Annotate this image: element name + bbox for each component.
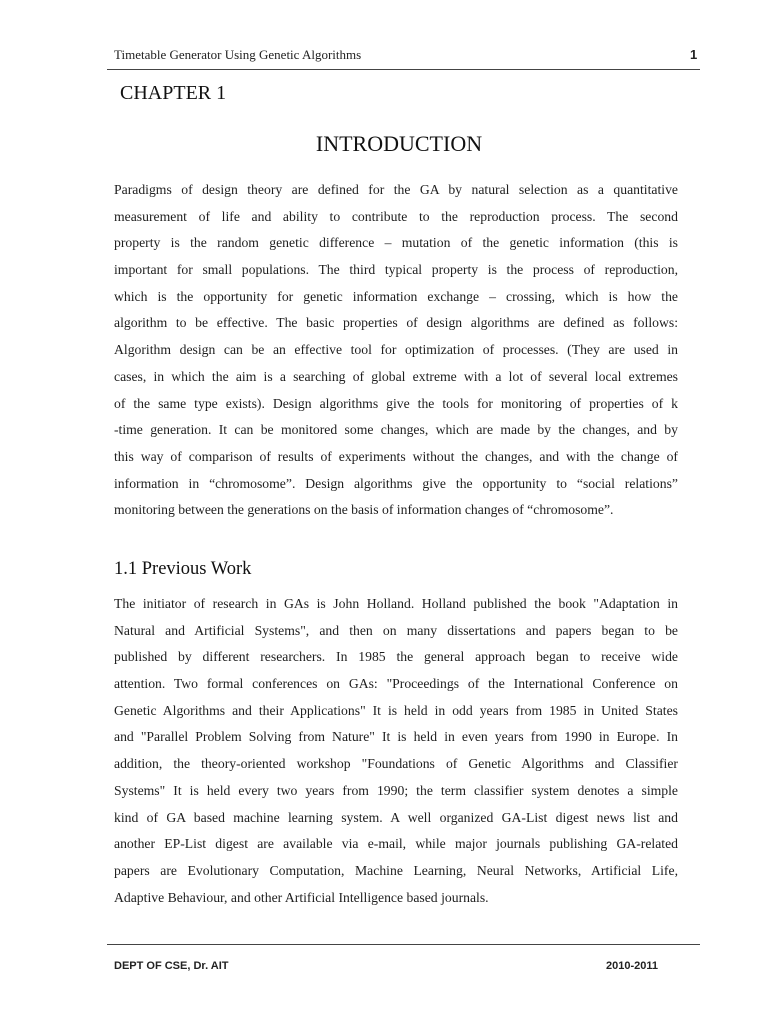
text-line: another EP-List digest are available via e-mail, while major journals publishing GA-related [114, 836, 678, 852]
text-line: Natural and Artificial Systems", and then on many dissertations and papers began to be [114, 622, 678, 638]
text-line: addition, the theory-oriented workshop "Foundations of Genetic Algorithms and Classifier [114, 756, 678, 772]
section-heading: 1.1 Previous Work [114, 559, 252, 579]
text-line: this way of comparison of results of experiments without the changes, and with the change of [114, 448, 678, 464]
text-line: measurement of life and ability to contribute to the reproduction process. The second [114, 208, 678, 224]
text-line: algorithm to be effective. The basic properties of design algorithms are defined as follows: [114, 315, 678, 331]
footer-divider [107, 944, 700, 945]
page-number: 1 [690, 47, 698, 62]
previous-work-paragraph [114, 591, 678, 911]
text-line: The initiator of research in GAs is John Holland. Holland published the book "Adaptation in [114, 596, 678, 611]
text-line: property is the random genetic difference – mutation of the genetic information (this is [114, 235, 678, 251]
text-line: cases, in which the aim is a searching of global extreme with a lot of several local extremes [114, 368, 678, 384]
text-line: important for small populations. The third typical property is the process of reproduction, [114, 262, 678, 278]
text-line: Paradigms of design theory are defined for the GA by natural selection as a quantitative [114, 182, 678, 197]
text-line: published by different researchers. In 1985 the general approach began to receive wide [114, 649, 678, 665]
chapter-label: CHAPTER 1 [120, 82, 227, 104]
text-line: of the same type exists). Design algorithms give the tools for monitoring of properties of k [114, 395, 678, 411]
text-line: Genetic Algorithms and their Applications" It is held in odd years from 1985 in United States [114, 702, 678, 718]
text-line: Systems" It is held every two years from 1990; the term classifier system denotes a simple [114, 782, 678, 798]
text-line: -time generation. It can be monitored some changes, which are made by the changes, and by [114, 422, 678, 438]
text-line: and "Parallel Problem Solving from Nature" It is held in even years from 1990 in Europe. In [114, 729, 678, 745]
footer-year: 2010-2011 [606, 960, 658, 972]
running-title: Timetable Generator Using Genetic Algorithms [114, 47, 362, 62]
intro-paragraph [114, 177, 678, 524]
header-divider [107, 69, 700, 70]
text-line: information in “chromosome”. Design algorithms give the opportunity to “social relations” [114, 475, 678, 491]
text-line: attention. Two formal conferences on GAs: "Proceedings of the International Conference on [114, 676, 678, 692]
chapter-title: INTRODUCTION [315, 131, 483, 156]
text-line: Algorithm design can be an effective tool for optimization of processes. (They are used in [114, 342, 678, 358]
text-line: monitoring between the generations on the basis of information changes of “chromosome”. [114, 502, 614, 518]
text-line: Adaptive Behaviour, and other Artificial Intelligence based journals. [114, 889, 489, 905]
text-line: kind of GA based machine learning system. A well organized GA-List digest news list and [114, 809, 678, 825]
footer-department: DEPT OF CSE, Dr. AIT [114, 960, 229, 972]
text-line: which is the opportunity for genetic information exchange – crossing, which is how the [114, 288, 678, 304]
text-line: papers are Evolutionary Computation, Machine Learning, Neural Networks, Artificial Life, [114, 862, 678, 878]
